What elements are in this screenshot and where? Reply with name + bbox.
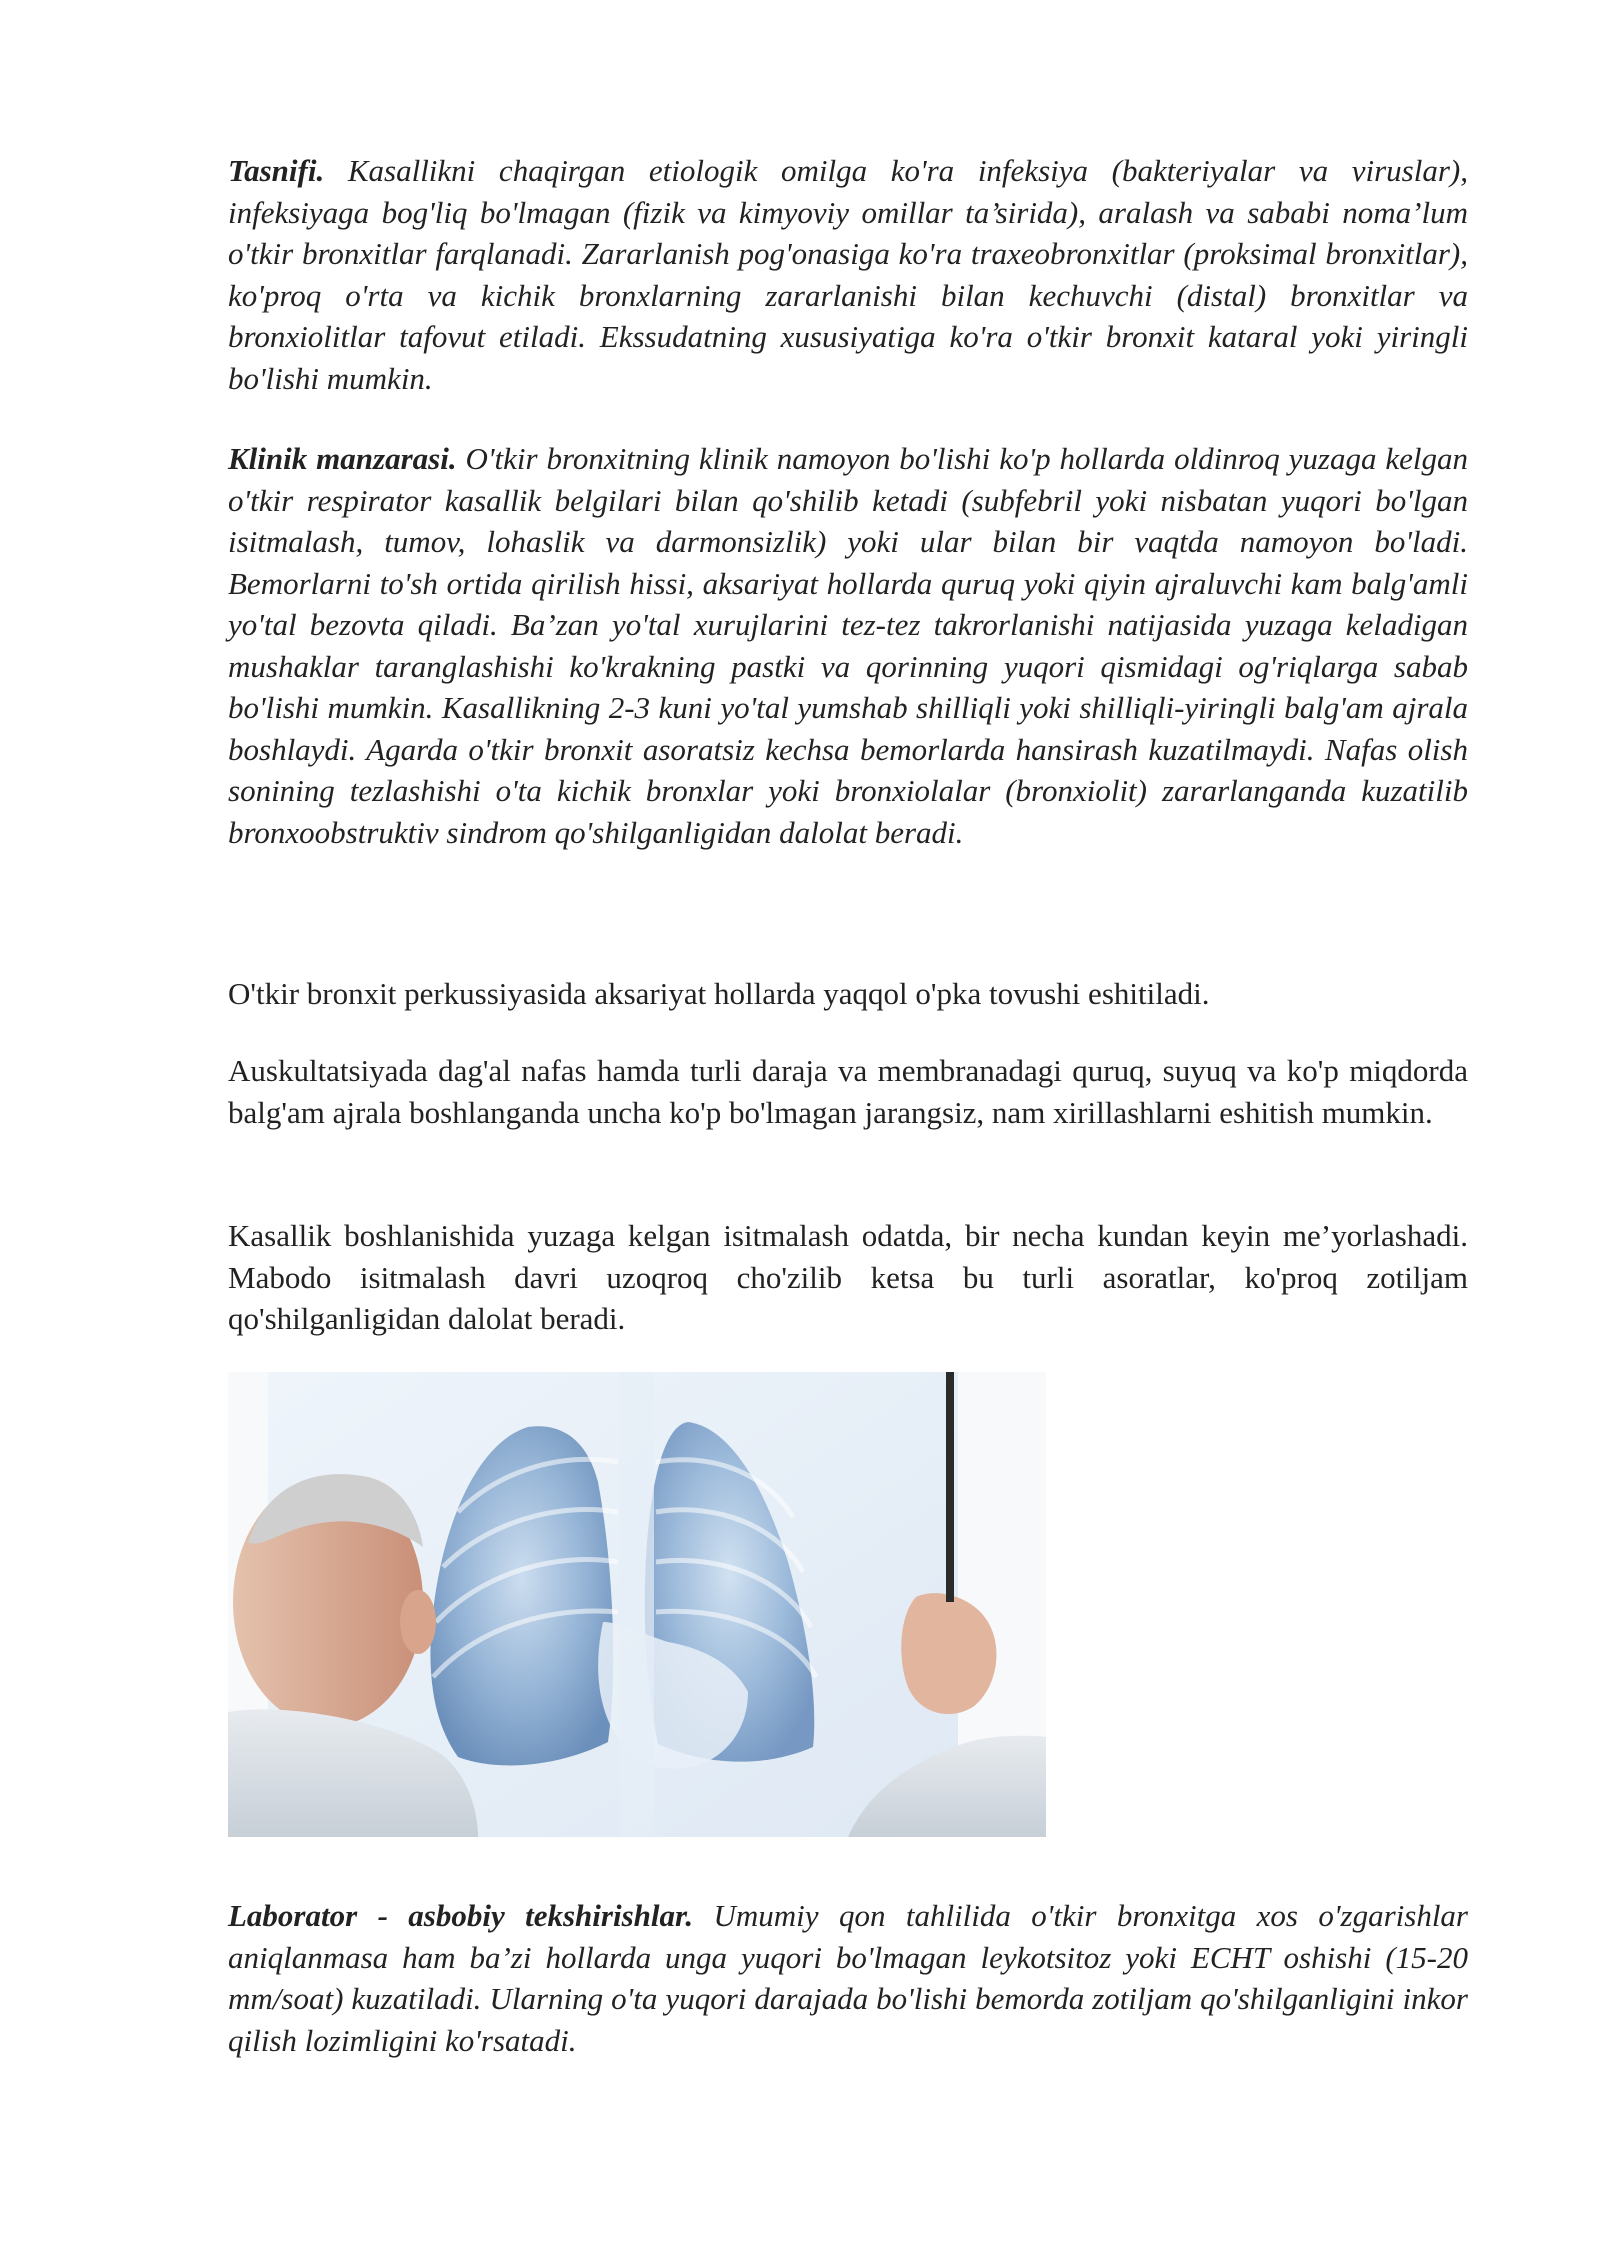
percussion-paragraph: O'tkir bronxit perkussiyasida aksariyat hollarda yaqqol o'pka tovushi eshitiladi.: [228, 976, 1210, 1011]
laboratory-text: Umumiy qon tahlilida o'tkir bronxitga xos o'zgarishlar aniqlanmasa ham ba’zi hollarda unga yuqori bo'lmagan leykotsitoz yoki ECHT oshishi (15-20 mm/soat) kuzatiladi. Ularning o'ta yuqori darajada bo'lishi bemorda zotiljam qo'shilganligini inkor qilish lozimligini ko'rsatadi.: [228, 1898, 1468, 2058]
fever-paragraph: Kasallik boshlanishida yuzaga kelgan isitmalash odatda, bir necha kundan keyin me’yorlashadi. Mabodo isitmalash davri uzoqroq cho'zilib ketsa bu turli asoratlar, ko'proq zotiljam qo'shilganligidan dalolat beradi.: [228, 1218, 1468, 1336]
laboratory-heading: Laborator - asbobiy tekshirishlar.: [228, 1898, 694, 1933]
auscultation-paragraph: Auskultatsiyada dag'al nafas hamda turli daraja va membranadagi quruq, suyuq va ko'p miqdorda balg'am ajrala boshlanganda uncha ko'p bo'lmagan jarangsiz, nam xirillashlarni eshitish mumkin.: [228, 1053, 1468, 1130]
classification-paragraph: [228, 150, 1468, 399]
clinical-text: O'tkir bronxitning klinik namoyon bo'lishi ko'p hollarda oldinroq yuzaga kelgan o'tkir respirator kasallik belgilari bilan qo'shilib ketadi (subfebril yoki nisbatan yuqori bo'lgan isitmalash, tumov, lohaslik va darmonsizlik) yoki ular bilan bir vaqtda namoyon bo'ladi. Bemorlarni to'sh ortida qirilish hissi, aksariyat hollarda quruq yoki qiyin ajraluvchi kam balg'amli yo'tal bezovta qiladi. Ba’zan yo'tal xurujlarini tez-tez takrorlanishi natijasida yuzaga keladigan mushaklar taranglashishi ko'krakning pastki va qorinning yuqori qismidagi og'riqlarga sabab bo'lishi mumkin. Kasallikning 2-3 kuni yo'tal yumshab shilliqli yoki shilliqli-yiringli balg'am ajrala boshlaydi. Agarda o'tkir bronxit asoratsiz kechsa bemorlarda hansirash kuzatilmaydi. Nafas olish sonining tezlashishi o'ta kichik bronxlar yoki bronxiolalar (bronxiolit) zararlanganda kuzatilib bronxoobstruktiv sindrom qo'shilganligidan dalolat beradi.: [228, 441, 1468, 850]
clinical-paragraph: [228, 438, 1468, 853]
classification-text: Kasallikni chaqirgan etiologik omilga ko'ra infeksiya (bakteriyalar va viruslar), infeksiyaga bog'liq bo'lmagan (fizik va kimyoviy omillar ta’sirida), aralash va sababi noma’lum o'tkir bronxitlar farqlanadi. Zararlanish pog'onasiga ko'ra traxeobronxitlar (proksimal bronxitlar), ko'proq o'rta va kichik bronxlarning zararlanishi bilan kechuvchi (distal) bronxitlar va bronxiolitlar tafovut etiladi. Ekssudatning xususiyatiga ko'ra o'tkir bronxit kataral yoki yiringli bo'lishi mumkin.: [228, 153, 1468, 396]
chest-xray-photo: [228, 1372, 1046, 1837]
classification-heading: Tasnifi.: [228, 153, 325, 188]
xray-illustration: [228, 1372, 1046, 1837]
laboratory-paragraph: [228, 1895, 1468, 2061]
clinical-heading: Klinik manzarasi.: [228, 441, 457, 476]
